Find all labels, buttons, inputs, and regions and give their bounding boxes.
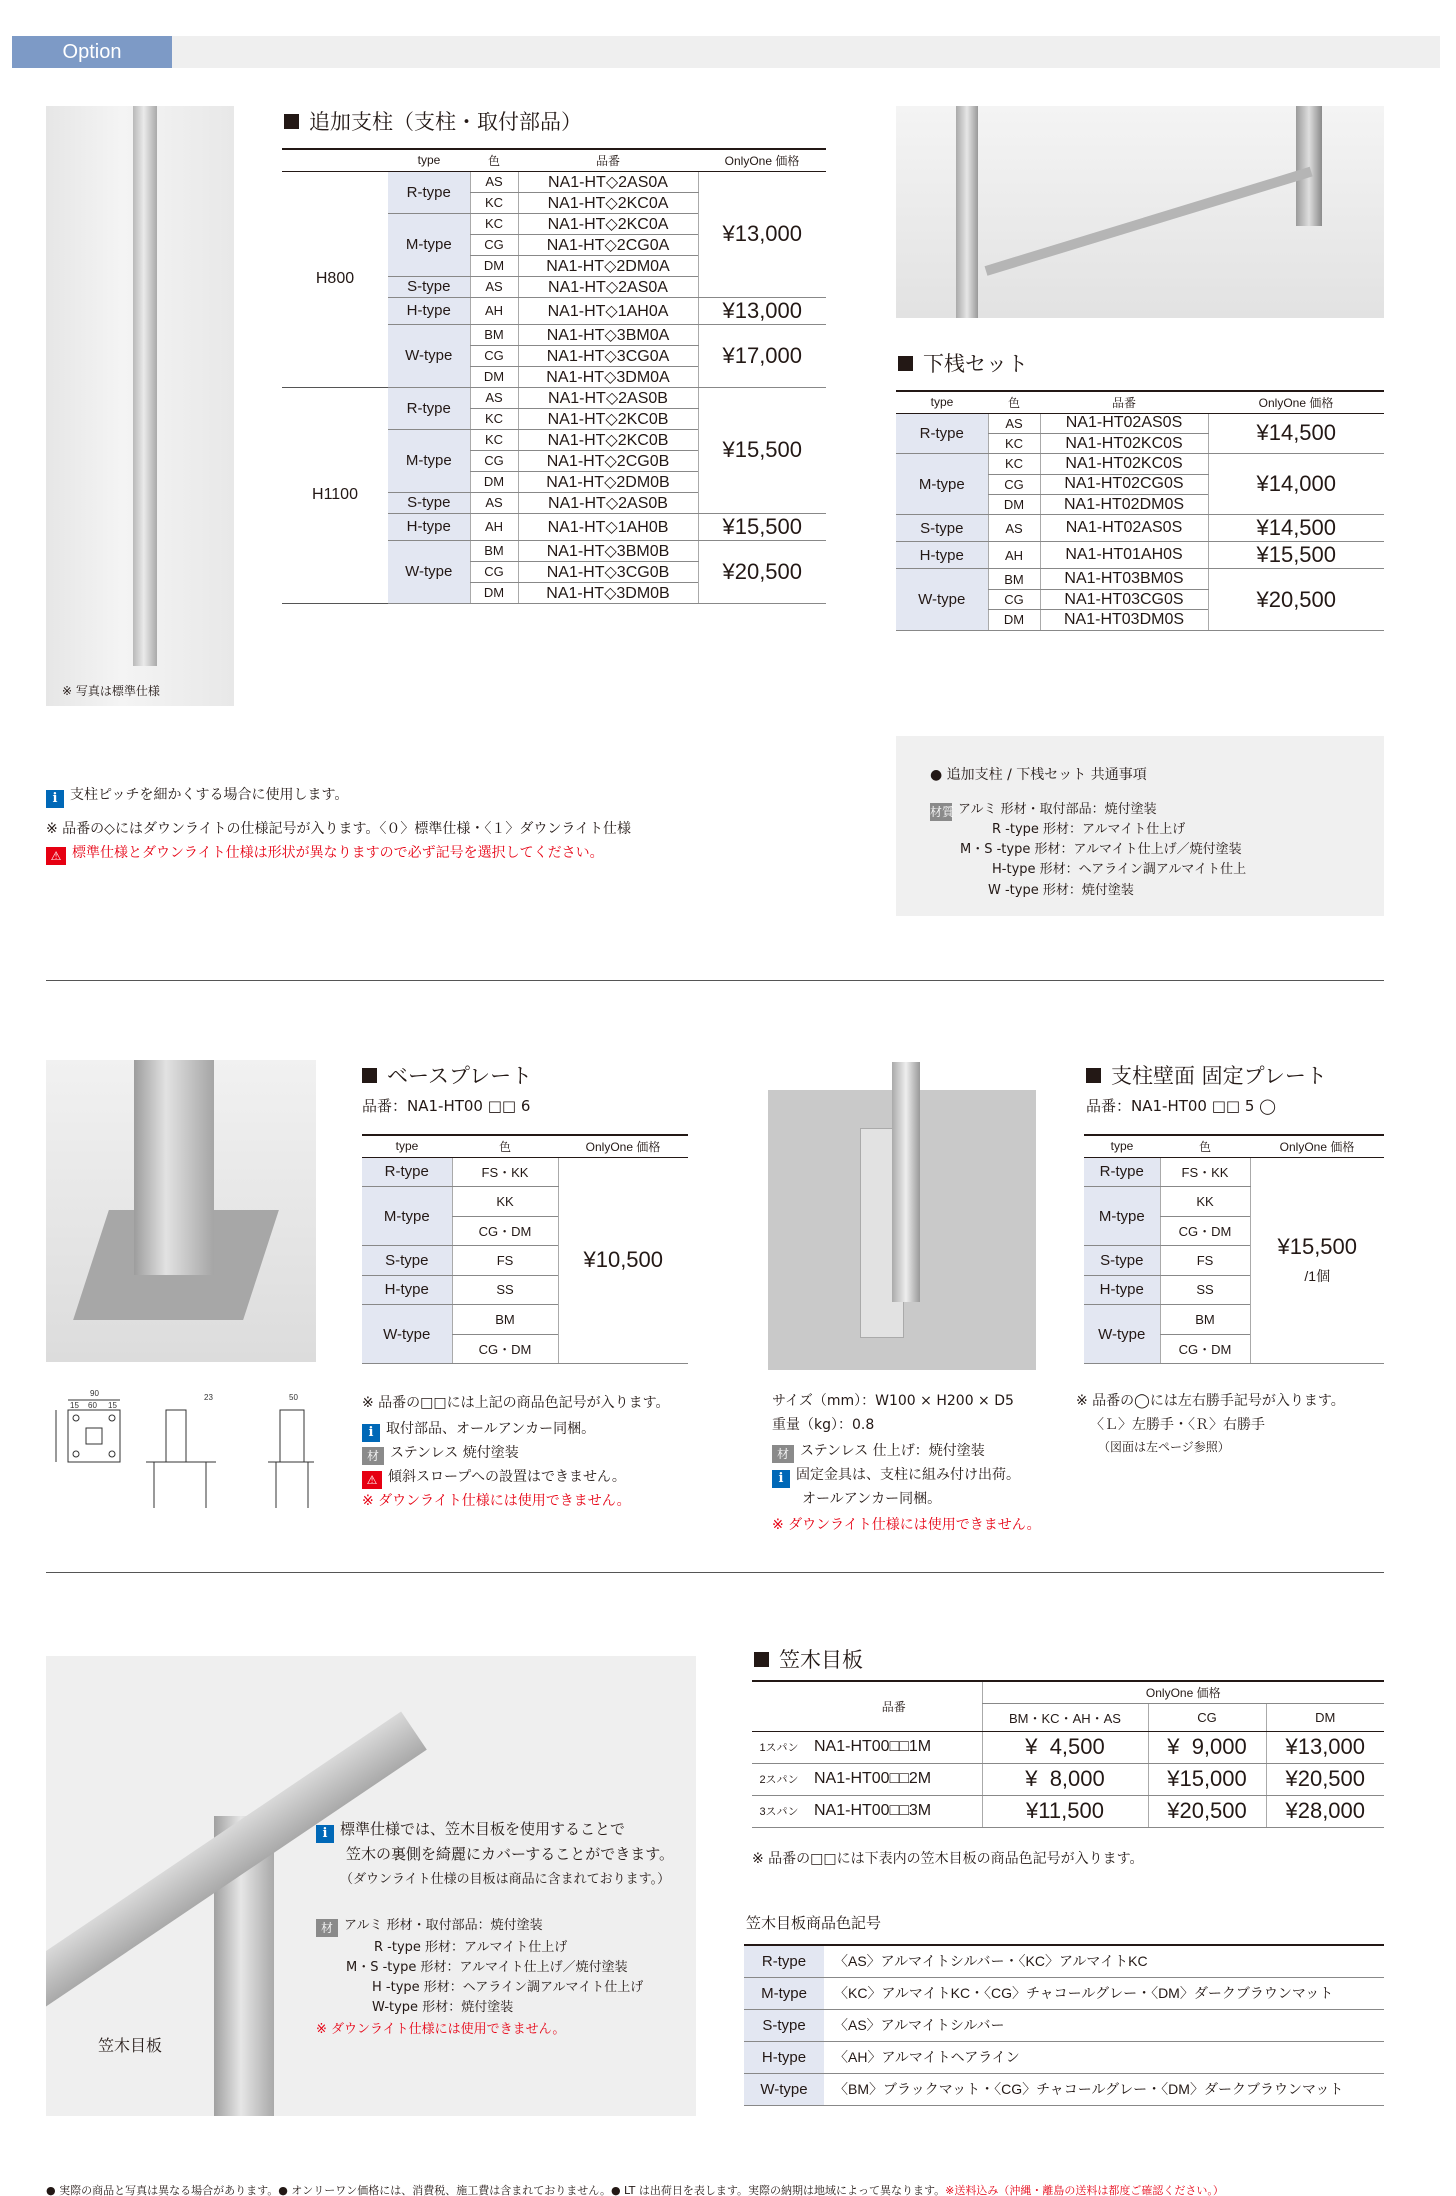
price-cell: ¥15,500 /1個 [1250, 1157, 1384, 1364]
color-cell: AH [470, 513, 518, 540]
code-cell: NA1-HT◇2DM0A [518, 255, 698, 276]
table-row [744, 2041, 1384, 2073]
kasagi-info-3: （ダウンライト仕様の目板は商品に含まれております。） [340, 1872, 671, 1887]
code-cell: NA1-HT◇3BM0A [518, 324, 698, 345]
kasagi-title: 笠木目板 [754, 1644, 863, 1674]
code-cell: NA1-HT◇2CG0B [518, 450, 698, 471]
color-cell: FS [452, 1246, 558, 1276]
base-plate-table [362, 1134, 688, 1364]
type-cell: W-type [896, 569, 988, 630]
material-icon: 材質 [930, 805, 955, 819]
color-cell: AS [470, 387, 518, 408]
post-note-3: ⚠ 標準仕様とダウンライト仕様は形状が異なりますので必ず記号を選択してください。 [46, 842, 604, 865]
color-cell: AS [470, 492, 518, 513]
info-icon: i [46, 790, 64, 808]
code-cell: NA1-HT◇2KC0A [518, 192, 698, 213]
color-cell: FS・KK [452, 1157, 558, 1187]
code-cell: NA1-HT02AS0S [1040, 413, 1208, 433]
table-row [744, 1945, 1384, 1977]
color-cell: CG・DM [1160, 1216, 1250, 1246]
price-cell: ¥28,000 [1266, 1795, 1384, 1827]
type-cell: H-type [388, 297, 470, 324]
type-cell: S-type [744, 2009, 824, 2041]
table-row [282, 171, 826, 192]
code-cell: NA1-HT03DM0S [1040, 610, 1208, 630]
type-cell: R-type [744, 1945, 824, 1977]
table-row [362, 1157, 688, 1187]
code-cell: NA1-HT◇2DM0B [518, 471, 698, 492]
color-cell: KK [452, 1187, 558, 1217]
type-cell: H-type [896, 542, 988, 569]
price-cell: ¥15,500 [1208, 542, 1384, 569]
base-plate-title: ベースプレート [362, 1060, 532, 1090]
type-cell: H-type [744, 2041, 824, 2073]
price-cell: ¥14,500 [1208, 413, 1384, 454]
type-cell: W-type [744, 2073, 824, 2105]
base-plate-photo [46, 1060, 316, 1362]
type-cell: W-type [388, 540, 470, 603]
post-section-title: 追加支柱（支柱・取付部品） [284, 106, 582, 136]
type-cell: S-type [1084, 1246, 1160, 1276]
lower-rail-title: 下桟セット [898, 348, 1028, 378]
code-cell: NA1-HT00□□2M [806, 1763, 982, 1795]
divider-2 [46, 1572, 1384, 1573]
color-cell: CG [470, 561, 518, 582]
color-cell: BM [470, 324, 518, 345]
wall-plate-photo [768, 1090, 1036, 1370]
material-icon: 材 [316, 1919, 338, 1937]
code-cell: NA1-HT03CG0S [1040, 589, 1208, 609]
col-price: OnlyOne 価格 [1250, 1135, 1384, 1157]
code-cell: NA1-HT◇3CG0A [518, 345, 698, 366]
code-cell: NA1-HT02KC0S [1040, 454, 1208, 474]
wall-plate-spec-3: 材 ステンレス 仕上げ：焼付塗装 [772, 1440, 985, 1463]
code-cell: NA1-HT◇2CG0A [518, 234, 698, 255]
type-cell: H-type [362, 1275, 452, 1305]
header-bar [12, 36, 1440, 68]
wall-plate-note-1: ※ 品番の◯には左右勝手記号が入ります。 [1076, 1393, 1345, 1409]
common-line-1: 材質 アルミ 形材・取付部品：焼付塗装 [930, 802, 1157, 819]
wall-plate-spec-2: 重量（kg）：0.8 [772, 1417, 875, 1433]
color-cell: CG [470, 234, 518, 255]
color-cell: BM [1160, 1305, 1250, 1335]
size-cell: H800 [282, 171, 388, 387]
price-cell: ¥20,500 [1148, 1795, 1266, 1827]
kasagi-color-table [744, 1944, 1384, 2106]
color-cell: KC [988, 433, 1040, 453]
col-code: 品番 [518, 149, 698, 171]
type-cell: S-type [896, 515, 988, 542]
price-cell: ¥ 9,000 [1148, 1731, 1266, 1763]
type-cell: H-type [388, 513, 470, 540]
color-desc-cell: 〈AH〉アルマイトヘアライン [824, 2041, 1384, 2073]
table-row [896, 413, 1384, 433]
material-icon: 材 [772, 1445, 794, 1463]
color-cell: AH [988, 542, 1040, 569]
col-size [282, 149, 388, 171]
color-cell: AS [470, 171, 518, 192]
price-cell: ¥20,500 [1208, 569, 1384, 630]
code-cell: NA1-HT◇3DM0B [518, 582, 698, 603]
code-cell: NA1-HT◇1AH0A [518, 297, 698, 324]
base-plate-note-5: ※ ダウンライト仕様には使用できません。 [362, 1493, 631, 1509]
col-code: 品番 [1040, 391, 1208, 413]
type-cell: R-type [362, 1157, 452, 1187]
price-cell: ¥17,000 [698, 324, 826, 387]
price-cell: ¥14,000 [1208, 454, 1384, 515]
lower-rail-table [896, 390, 1384, 631]
col-color: 色 [988, 391, 1040, 413]
price-unit: /1個 [1304, 1268, 1331, 1285]
code-cell: NA1-HT◇2KC0B [518, 408, 698, 429]
color-cell: KC [470, 429, 518, 450]
type-cell: W-type [1084, 1305, 1160, 1364]
code-cell: NA1-HT◇1AH0B [518, 513, 698, 540]
post-photo-caption: ※ 写真は標準仕様 [62, 684, 160, 698]
common-title: ● 追加支柱 / 下桟セット 共通事項 [930, 767, 1147, 783]
type-cell: W-type [362, 1305, 452, 1364]
svg-text:15: 15 [108, 1401, 117, 1410]
kasagi-note: ※ 品番の□□には下表内の笠木目板の商品色記号が入ります。 [752, 1851, 1144, 1867]
warning-icon: ⚠ [362, 1471, 382, 1489]
type-cell: R-type [1084, 1157, 1160, 1187]
code-cell: NA1-HT◇3BM0B [518, 540, 698, 561]
col-price-group: OnlyOne 価格 [982, 1681, 1384, 1703]
type-cell: W-type [388, 324, 470, 387]
type-cell: M-type [362, 1187, 452, 1246]
color-cell: BM [988, 569, 1040, 589]
kasagi-info-2: 笠木の裏側を綺麗にカバーすることができます。 [346, 1845, 675, 1863]
table-row [1084, 1157, 1384, 1187]
kasagi-color-title: 笠木目板商品色記号 [746, 1914, 882, 1932]
wall-plate-note-2: 〈Ｌ〉左勝手・〈Ｒ〉右勝手 [1090, 1417, 1265, 1433]
code-cell: NA1-HT00□□1M [806, 1731, 982, 1763]
color-cell: DM [470, 582, 518, 603]
color-desc-cell: 〈AS〉アルマイトシルバー [824, 2009, 1384, 2041]
color-cell: FS・KK [1160, 1157, 1250, 1187]
col-type: type [362, 1135, 452, 1157]
price-cell: ¥13,000 [698, 297, 826, 324]
option-tab[interactable]: Option [12, 36, 172, 68]
color-cell: CG [470, 450, 518, 471]
color-cell: DM [988, 610, 1040, 630]
base-plate-note-2: i 取付部品、オールアンカー同梱。 [362, 1418, 595, 1442]
type-cell: M-type [388, 213, 470, 276]
kasagi-mat-note: ※ ダウンライト仕様には使用できません。 [316, 2022, 566, 2037]
code-cell: NA1-HT◇3DM0A [518, 366, 698, 387]
wall-plate-code: 品番：NA1-HT00 □□ 5 ◯ [1086, 1097, 1276, 1115]
kasagi-mat-1: 材 アルミ 形材・取付部品：焼付塗装 [316, 1914, 543, 1937]
table-row [896, 569, 1384, 589]
base-plate-drawing [46, 1388, 326, 1528]
wall-plate-spec-6: ※ ダウンライト仕様には使用できません。 [772, 1517, 1041, 1533]
common-line-2: R -type 形材：アルマイト仕上げ [992, 822, 1186, 837]
type-cell: M-type [744, 1977, 824, 2009]
col-type: type [896, 391, 988, 413]
code-cell: NA1-HT02KC0S [1040, 433, 1208, 453]
svg-text:23: 23 [204, 1393, 213, 1402]
base-plate-note-3: 材 ステンレス 焼付塗装 [362, 1442, 519, 1465]
kasagi-mat-3: M・S -type 形材：アルマイト仕上げ／焼付塗装 [346, 1960, 628, 1975]
table-row [896, 515, 1384, 542]
wall-plate-table [1084, 1134, 1384, 1364]
wall-plate-title: 支柱壁面 固定プレート [1086, 1060, 1327, 1090]
kasagi-mat-2: R -type 形材：アルマイト仕上げ [374, 1940, 568, 1955]
svg-text:60: 60 [88, 1401, 97, 1410]
col-price: OnlyOne 価格 [558, 1135, 688, 1157]
code-cell: NA1-HT02AS0S [1040, 515, 1208, 542]
table-row [752, 1795, 1384, 1827]
col-type: type [1084, 1135, 1160, 1157]
color-cell: DM [988, 495, 1040, 515]
code-cell: NA1-HT◇2AS0B [518, 387, 698, 408]
code-cell: NA1-HT◇2AS0B [518, 492, 698, 513]
code-cell: NA1-HT03BM0S [1040, 569, 1208, 589]
price-cell: ¥15,000 [1148, 1763, 1266, 1795]
table-row [744, 1977, 1384, 2009]
table-row [752, 1763, 1384, 1795]
code-cell: NA1-HT02CG0S [1040, 474, 1208, 494]
color-cell: CG・DM [452, 1334, 558, 1364]
color-cell: KC [988, 454, 1040, 474]
type-cell: R-type [388, 387, 470, 429]
color-cell: BM [470, 540, 518, 561]
post-photo-bar [133, 106, 157, 666]
price-cell: ¥ 4,500 [982, 1731, 1148, 1763]
col-price: OnlyOne 価格 [698, 149, 826, 171]
code-cell: NA1-HT◇3CG0B [518, 561, 698, 582]
base-plate-code: 品番：NA1-HT00 □□ 6 [362, 1097, 531, 1115]
dim-90: 90 [90, 1389, 99, 1398]
price-cell: ¥20,500 [698, 540, 826, 603]
price-cell: ¥ 8,000 [982, 1763, 1148, 1795]
common-notes-box [896, 736, 1384, 916]
type-cell: R-type [896, 413, 988, 454]
col-code: 品番 [806, 1681, 982, 1731]
color-cell: DM [470, 471, 518, 492]
span-cell: 3スパン [752, 1795, 806, 1827]
col-price: OnlyOne 価格 [1208, 391, 1384, 413]
code-cell: NA1-HT◇2AS0A [518, 171, 698, 192]
color-cell: AS [988, 515, 1040, 542]
divider-1 [46, 980, 1384, 981]
color-cell: SS [1160, 1275, 1250, 1305]
col-type: type [388, 149, 470, 171]
info-icon: i [316, 1825, 334, 1843]
warning-icon: ⚠ [46, 847, 66, 865]
price-cell: ¥15,500 [698, 513, 826, 540]
wall-plate-spec-1: サイズ（mm）：W100 × H200 × D5 [772, 1393, 1014, 1409]
base-plate-note-4: ⚠ 傾斜スロープへの設置はできません。 [362, 1466, 626, 1489]
price-cell: ¥10,500 [558, 1157, 688, 1364]
col-color: 色 [1160, 1135, 1250, 1157]
type-cell: S-type [388, 492, 470, 513]
color-cell: KK [1160, 1187, 1250, 1217]
wall-plate-spec-5: オールアンカー同梱。 [802, 1491, 942, 1507]
type-cell: R-type [388, 171, 470, 213]
info-icon: i [362, 1424, 380, 1442]
type-cell: M-type [1084, 1187, 1160, 1246]
color-cell: AH [470, 297, 518, 324]
price-cell: ¥15,500 [698, 387, 826, 513]
code-cell: NA1-HT◇2KC0B [518, 429, 698, 450]
table-row [744, 2073, 1384, 2105]
color-cell: FS [1160, 1246, 1250, 1276]
table-row [896, 542, 1384, 569]
price-cell: ¥11,500 [982, 1795, 1148, 1827]
color-cell: CG [470, 345, 518, 366]
span-cell: 1スパン [752, 1731, 806, 1763]
common-line-3: M・S -type 形材：アルマイト仕上げ／焼付塗装 [960, 842, 1242, 857]
base-plate-note-1: ※ 品番の□□には上記の商品色記号が入ります。 [362, 1395, 670, 1411]
price-cell: ¥13,000 [698, 171, 826, 297]
post-note-1: i 支柱ピッチを細かくする場合に使用します。 [46, 784, 348, 808]
col-color: 色 [452, 1135, 558, 1157]
type-cell: S-type [388, 276, 470, 297]
common-line-5: W -type 形材：焼付塗装 [988, 883, 1134, 898]
type-cell: M-type [388, 429, 470, 492]
info-icon: i [772, 1470, 790, 1488]
span-cell: 2スパン [752, 1763, 806, 1795]
svg-text:15: 15 [70, 1401, 79, 1410]
color-cell: CG・DM [1160, 1334, 1250, 1364]
wall-plate-note-3: （図面は左ページ参照） [1098, 1440, 1230, 1454]
color-cell: SS [452, 1275, 558, 1305]
color-desc-cell: 〈BM〉ブラックマット・〈CG〉チャコールグレー・〈DM〉ダークブラウンマット [824, 2073, 1384, 2105]
color-desc-cell: 〈AS〉アルマイトシルバー・〈KC〉アルマイトKC [824, 1945, 1384, 1977]
color-cell: AS [470, 276, 518, 297]
color-cell: KC [470, 408, 518, 429]
svg-text:50: 50 [289, 1393, 298, 1402]
color-cell: CG [988, 474, 1040, 494]
code-cell: NA1-HT02DM0S [1040, 495, 1208, 515]
table-row [744, 2009, 1384, 2041]
color-cell: BM [452, 1305, 558, 1335]
color-cell: KC [470, 213, 518, 234]
wall-plate-spec-4: i 固定金具は、支柱に組み付け出荷。 [772, 1464, 1020, 1488]
code-cell: NA1-HT01AH0S [1040, 542, 1208, 569]
color-cell: AS [988, 413, 1040, 433]
code-cell: NA1-HT◇2KC0A [518, 213, 698, 234]
kasagi-photo-label: 笠木目板 [98, 2036, 163, 2055]
type-cell: M-type [896, 454, 988, 515]
type-cell: S-type [362, 1246, 452, 1276]
kasagi-info-1: i 標準仕様では、笠木目板を使用することで [316, 1818, 625, 1843]
table-row [282, 387, 826, 408]
price-cell: ¥20,500 [1266, 1763, 1384, 1795]
footer: ● 実際の商品と写真は異なる場合があります。● オンリーワン価格には、消費税、施工費は含まれておりません。● LT は出荷日を表します。実際の納期は地域によって異なります。※送料込み（沖縄・離島の送料は都度ご確認ください。） [46, 2184, 1224, 2196]
lower-rail-photo [896, 106, 1384, 318]
post-note-2: ※ 品番の◇にはダウンライトの仕様記号が入ります。〈０〉標準仕様・〈１〉ダウンライト仕様 [46, 821, 631, 837]
color-cell: DM [470, 255, 518, 276]
color-desc-cell: 〈KC〉アルマイトKC・〈CG〉チャコールグレー・〈DM〉ダークブラウンマット [824, 1977, 1384, 2009]
kasagi-mat-4: H -type 形材：ヘアライン調アルマイト仕上げ [372, 1980, 644, 1995]
post-table [282, 148, 826, 604]
price-cell: ¥13,000 [1266, 1731, 1384, 1763]
code-cell: NA1-HT◇2AS0A [518, 276, 698, 297]
material-icon: 材 [362, 1447, 384, 1465]
common-line-4: H-type 形材：ヘアライン調アルマイト仕上 [992, 862, 1247, 877]
price-cell: ¥14,500 [1208, 515, 1384, 542]
kasagi-mat-5: W-type 形材：焼付塗装 [372, 2000, 514, 2015]
table-row [752, 1731, 1384, 1763]
color-cell: CG [988, 589, 1040, 609]
table-row [896, 454, 1384, 474]
col-color: 色 [470, 149, 518, 171]
code-cell: NA1-HT00□□3M [806, 1795, 982, 1827]
color-cell: KC [470, 192, 518, 213]
color-cell: CG・DM [452, 1216, 558, 1246]
color-cell: DM [470, 366, 518, 387]
kasagi-price-table: 品番 OnlyOne 価格 BM・KC・AH・AS CG DM 1スパン NA1-HT00□□1M ¥ 4,500 ¥ 9,000 ¥13,000 2スパン NA1-HT00□□2M ¥ 8,000 ¥15,000 ¥20,500 3スパン NA1-HT00□□3M ¥11,500 ¥20,500 ¥28,000 [752, 1680, 1384, 1828]
type-cell: H-type [1084, 1275, 1160, 1305]
size-cell: H1100 [282, 387, 388, 603]
